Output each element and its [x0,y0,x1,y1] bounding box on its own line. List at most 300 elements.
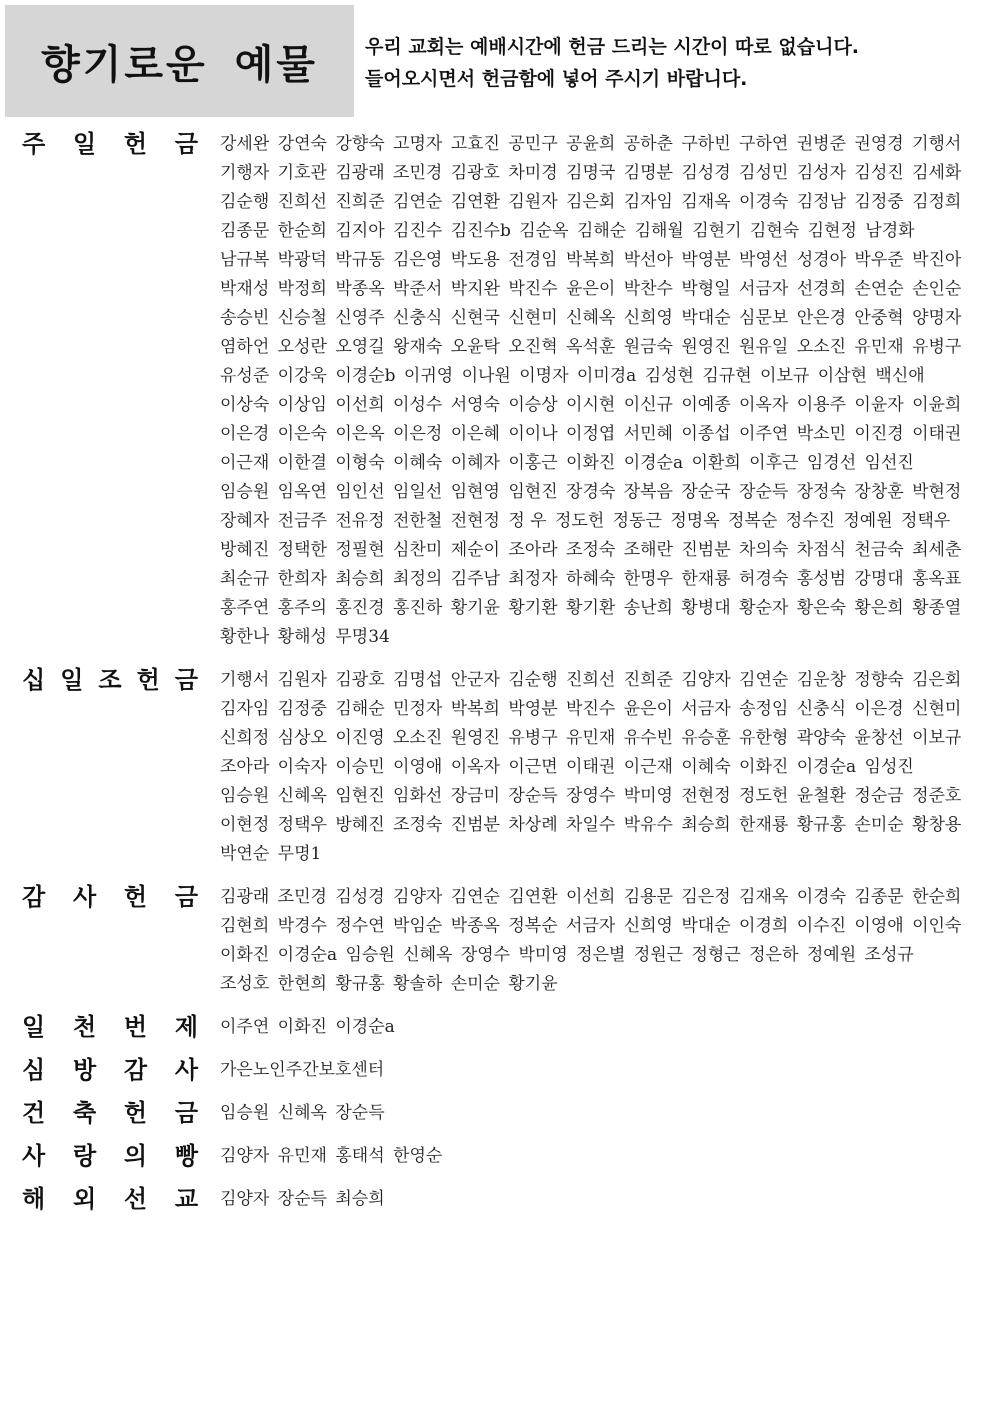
donor-name: 황기윤 [508,974,558,994]
donor-name: 이태권 [566,757,616,777]
donor-name: 차일수 [566,815,616,835]
donor-name: 진범분 [681,540,731,560]
donor-name: 임일선 [393,482,443,502]
donor-name: 옥석훈 [566,337,616,357]
donor-name: 장순득 [739,482,789,502]
donor-name: 김현희 [220,916,270,936]
section-label-char: 심 [22,1056,46,1084]
donor-name: 오소진 [393,728,443,748]
donor-name: 김지아 [335,221,385,241]
donor-name: 진희준 [623,670,673,690]
donor-name: 이나원 [461,366,511,386]
donor-name: 신혜옥 [277,786,327,806]
donor-name: 이후근 [749,453,799,473]
donor-name: 곽양숙 [796,728,846,748]
donor-name: 이보규 [912,728,962,748]
donor-name: 전경임 [508,250,558,270]
donor-name: 하혜숙 [566,569,616,589]
donor-name: 정복순 [508,916,558,936]
donor-name: 이경순a [796,757,857,777]
donor-name: 오윤탁 [450,337,500,357]
donor-name: 장정숙 [796,482,846,502]
section-label-char: 제 [174,1013,198,1041]
donor-name: 홍진경 [335,598,385,618]
donor-name: 신희정 [220,728,270,748]
donor-name: 신충식 [796,699,846,719]
section-label [22,1185,220,1214]
donor-name: 정수진 [785,511,835,531]
donor-name: 신현미 [508,308,558,328]
donor-name: 정순금 [854,786,904,806]
donor-name: 박미영 [623,786,673,806]
title-box [5,5,354,117]
donor-name: 이윤자 [854,395,904,415]
donor-name: 이성수 [393,395,443,415]
donor-name: 이승민 [335,757,385,777]
page-title: 향기로운 예물 [41,41,318,88]
donor-name: 허경숙 [739,569,789,589]
donor-name: 김광호 [335,670,385,690]
donor-name: 윤은이 [566,279,616,299]
donor-name: 홍옥표 [912,569,962,589]
donor-name: 이이나 [508,424,558,444]
donor-name: 박진아 [912,250,962,270]
donor-name: 김연순 [739,670,789,690]
donor-name: 유수빈 [623,728,673,748]
donor-name: 염하언 [220,337,270,357]
donor-name: 정향숙 [854,670,904,690]
donor-name: 심찬미 [393,540,443,560]
donor-name: 이영애 [854,916,904,936]
donor-name: 장순국 [681,482,731,502]
donor-name: 박진수 [508,279,558,299]
donor-name: 남규복 [220,250,270,270]
donor-name: 김성현 [644,366,694,386]
donor-name: 원유일 [739,337,789,357]
donor-name: 임승원 [345,945,395,965]
donor-name: 김진수b [450,221,511,241]
donor-name: 진희준 [335,192,385,212]
donor-name: 기행자 [220,163,270,183]
donor-name: 최순규 [220,569,270,589]
donor-name: 이진경 [854,424,904,444]
donor-name: 이상숙 [220,395,270,415]
donor-name: 홍태석 [335,1146,385,1166]
donor-name: 이현정 [220,815,270,835]
donor-name: 유한형 [739,728,789,748]
donor-name: 방혜진 [220,540,270,560]
offering-section [22,1056,972,1085]
donor-name: 김명섭 [393,670,443,690]
donor-name: 이귀영 [403,366,454,386]
donor-name: 박대순 [681,308,731,328]
donor-name: 박규동 [335,250,385,270]
donor-name: 이신규 [623,395,673,415]
donor-name: 박진수 [566,699,616,719]
donor-name: 정 우 [508,511,547,531]
section-label-char: 교 [174,1185,198,1213]
section-label [22,1099,220,1128]
donor-name: 이경희 [739,916,789,936]
donor-name: 최승희 [335,569,385,589]
donor-name: 윤은이 [623,699,673,719]
donor-name: 박도용 [450,250,500,270]
section-label-char: 금 [174,666,198,694]
donor-name: 백신애 [875,366,925,386]
section-label [22,883,220,912]
donor-names [220,1099,972,1128]
donor-name: 장영수 [460,945,511,965]
donor-name: 기호관 [277,163,327,183]
donor-name: 송난희 [623,598,673,618]
donor-name: 황순자 [739,598,789,618]
donor-name: 김규현 [702,366,752,386]
donor-name: 최정의 [393,569,443,589]
donor-name: 이윤희 [912,395,962,415]
donor-name: 김양자 [220,1146,270,1166]
donor-name: 박임순 [393,916,443,936]
donor-name: 김성경 [335,887,385,907]
donor-name: 공민구 [508,134,558,154]
donor-name: 이화진 [739,757,789,777]
donor-name: 최승희 [335,1189,385,1209]
donor-name: 임승원 [220,786,270,806]
donor-name: 이옥자 [739,395,789,415]
donor-name: 정은하 [749,945,799,965]
donor-name: 심상오 [277,728,327,748]
section-label [22,666,220,695]
donor-name: 황은희 [854,598,904,618]
donor-name: 김자임 [623,192,673,212]
donor-name: 서영숙 [450,395,500,415]
donor-name: 김성민 [739,163,789,183]
section-label-char: 선 [123,1185,148,1213]
donor-name: 이은옥 [335,424,385,444]
donor-name: 김정중 [854,192,904,212]
donor-name: 왕재숙 [393,337,443,357]
section-label-char: 금 [174,883,198,911]
donor-name: 이경숙 [796,887,846,907]
donor-name: 박우준 [854,250,904,270]
donor-name: 가은노인주간보호센터 [220,1060,385,1080]
donor-name: 이은경 [220,424,270,444]
donor-name: 박소민 [796,424,846,444]
donor-name: 한현희 [277,974,327,994]
donor-name: 서민혜 [623,424,673,444]
donor-name: 손미순 [854,815,904,835]
section-label-char: 천 [72,1013,97,1041]
donor-name: 신승철 [277,308,327,328]
donor-name: 김원자 [508,192,558,212]
section-label-char: 일 [60,666,84,694]
donor-name: 조아라 [220,757,270,777]
donor-name: 홍진하 [393,598,443,618]
donor-name: 정형근 [691,945,741,965]
section-label-char: 사 [72,883,97,911]
donor-name: 정수연 [335,916,385,936]
donor-name: 임현진 [335,786,385,806]
donor-name: 유병구 [912,337,962,357]
donor-name: 정동근 [612,511,662,531]
donor-name: 구하빈 [681,134,731,154]
donor-name: 박종옥 [450,916,500,936]
donor-name: 오성란 [277,337,327,357]
donor-name: 임현진 [508,482,558,502]
donor-name: 이선희 [335,395,385,415]
donor-name: 이보규 [760,366,810,386]
donor-name: 이진영 [335,728,385,748]
donor-name: 진희선 [566,670,616,690]
donor-name: 김현기 [692,221,742,241]
donor-name: 이용주 [796,395,846,415]
donor-name: 홍성범 [796,569,846,589]
donor-name: 신충식 [393,308,443,328]
donor-name: 장경숙 [566,482,616,502]
donor-name: 고명자 [393,134,443,154]
donor-name: 장영수 [566,786,616,806]
donor-name: 김광래 [335,163,385,183]
donor-name: 박지완 [450,279,500,299]
donor-name: 김양자 [220,1189,270,1209]
donor-name: 이옥자 [450,757,500,777]
donor-names [220,883,972,999]
donor-name: 강향숙 [335,134,385,154]
donor-name: 진범분 [450,815,500,835]
donor-name: 권병준 [796,134,846,154]
donor-name: 김순옥 [519,221,569,241]
donor-name: 한재룡 [681,569,731,589]
donor-name: 전한철 [393,511,443,531]
donor-name: 이은정 [393,424,443,444]
donor-name: 윤창선 [854,728,904,748]
donor-name: 임선진 [864,453,914,473]
donor-name: 김명분 [623,163,673,183]
donor-name: 이태권 [912,424,962,444]
section-label-char: 일 [22,1013,46,1041]
donor-name: 김광호 [450,163,500,183]
donor-name: 이주연 [739,424,789,444]
donor-name: 양명자 [912,308,962,328]
donor-name: 신현미 [912,699,962,719]
donor-name: 이근재 [623,757,673,777]
donor-name: 이한결 [277,453,327,473]
donor-name: 김은정 [681,887,731,907]
section-label [22,1013,220,1042]
section-label-char: 축 [72,1099,97,1127]
donor-name: 조해란 [623,540,673,560]
donor-name: 이미경a [576,366,637,386]
donor-name: 정택우 [277,815,327,835]
donor-name: 기행서 [220,670,270,690]
donor-name: 윤철환 [796,786,846,806]
donor-name: 박미영 [518,945,568,965]
donor-name: 장순득 [277,1189,327,1209]
donor-name: 이은혜 [450,424,500,444]
offering-section [22,1142,972,1171]
donor-name: 오진혁 [508,337,558,357]
donor-names [220,666,972,869]
donor-name: 박준서 [393,279,443,299]
offering-section [22,1185,972,1214]
donor-name: 이은숙 [277,424,327,444]
donor-name: 차미경 [508,163,558,183]
donor-name: 장순득 [508,786,558,806]
donor-name: 신희영 [623,916,673,936]
donor-name: 이강욱 [277,366,327,386]
donor-name: 신영주 [335,308,385,328]
notice-line-2: 들어오시면서 헌금함에 넣어 주시기 바랍니다. [365,68,748,90]
donor-name: 강연숙 [277,134,327,154]
donor-name: 민정자 [393,699,443,719]
donor-name: 이근면 [508,757,558,777]
donor-name: 황은숙 [796,598,846,618]
donor-name: 황기윤 [450,598,500,618]
donor-name: 김은회 [566,192,616,212]
donor-name: 이영애 [393,757,443,777]
donor-name: 김진수 [393,221,443,241]
donor-name: 이수진 [796,916,846,936]
donor-name: 정도헌 [555,511,605,531]
donor-name: 김세화 [912,163,962,183]
donor-name: 방혜진 [335,815,385,835]
donor-name: 조정숙 [566,540,616,560]
donor-name: 전현정 [681,786,731,806]
donor-name: 김양자 [393,887,443,907]
donor-name: 임인선 [335,482,385,502]
donor-name: 이숙자 [277,757,327,777]
donor-name: 유민재 [854,337,904,357]
donor-name: 신혜옥 [403,945,453,965]
donor-name: 황종열 [912,598,962,618]
donor-name: 박경수 [277,916,327,936]
offering-sections [22,130,972,1228]
donor-name: 오영길 [335,337,385,357]
donor-name: 장복음 [623,482,673,502]
donor-name: 이화진 [220,945,270,965]
donor-name: 정원근 [633,945,684,965]
donor-name: 박재성 [220,279,270,299]
section-label-char: 헌 [123,1099,148,1127]
donor-name: 송승빈 [220,308,270,328]
donor-name: 김종문 [220,221,270,241]
donor-name: 황해성 [277,627,327,647]
donor-name: 박연순 [220,844,270,864]
donor-name: 이선희 [566,887,616,907]
donor-name: 김용문 [623,887,673,907]
section-label-char: 헌 [136,666,160,694]
donor-name: 정준호 [912,786,962,806]
donor-name: 박선아 [623,250,673,270]
donor-name: 이삼현 [817,366,867,386]
donor-name: 신혜옥 [277,1103,327,1123]
section-label-char: 십 [22,666,46,694]
donor-name: 남경화 [865,221,915,241]
donor-name: 서금자 [566,916,616,936]
donor-name: 박정희 [277,279,327,299]
donor-name: 박현정 [912,482,962,502]
donor-name: 전현정 [450,511,500,531]
donor-name: 김양자 [681,670,731,690]
donor-name: 안군자 [450,670,500,690]
donor-name: 전금주 [277,511,327,531]
donor-name: 선경희 [796,279,846,299]
donor-name: 김정남 [796,192,846,212]
donor-name: 조성규 [864,945,914,965]
donor-name: 조민경 [393,163,443,183]
donor-name: 김성경 [681,163,731,183]
donor-name: 김종문 [854,887,904,907]
donor-name: 이근재 [220,453,270,473]
donor-name: 장혜자 [220,511,270,531]
donor-name: 구하연 [739,134,789,154]
section-label [22,1056,220,1085]
donor-name: 조아라 [508,540,558,560]
donor-name: 정도헌 [739,786,789,806]
section-label-char: 건 [22,1099,46,1127]
donor-name: 김순행 [508,670,558,690]
donor-name: 김연순 [450,887,500,907]
donor-name: 김자임 [220,699,270,719]
donor-name: 김정중 [277,699,327,719]
donor-name: 임화선 [393,786,443,806]
donor-name: 한순희 [912,887,962,907]
offering-section [22,883,972,999]
donor-name: 박종옥 [335,279,385,299]
donor-name: 박영분 [508,699,558,719]
donor-name: 무명34 [335,627,390,647]
section-label-char: 해 [22,1185,46,1213]
donor-name: 이형숙 [335,453,385,473]
donor-name: 정은별 [576,945,626,965]
donor-name: 김연환 [450,192,500,212]
section-label-char: 금 [174,1099,198,1127]
header [5,5,965,117]
section-label [22,130,220,159]
donor-name: 박복희 [566,250,616,270]
section-label-char: 헌 [123,883,148,911]
donor-name: 오소진 [796,337,846,357]
donor-name: 유병구 [508,728,558,748]
donor-name: 한명우 [623,569,673,589]
donor-name: 황창용 [912,815,962,835]
section-label-char: 헌 [123,130,148,158]
donor-name: 김주남 [450,569,500,589]
donor-name: 강명대 [854,569,904,589]
donor-name: 임성진 [864,757,914,777]
offering-section [22,666,972,869]
donor-name: 임옥연 [277,482,327,502]
donor-name: 이환희 [691,453,741,473]
donor-name: 박형일 [681,279,731,299]
donor-name: 서금자 [681,699,731,719]
section-label-char: 번 [123,1013,148,1041]
donor-name: 무명1 [277,844,322,864]
donor-name: 정택한 [277,540,327,560]
donor-name: 정택우 [901,511,951,531]
donor-name: 공윤희 [566,134,616,154]
section-label-char: 외 [72,1185,97,1213]
donor-name: 장순득 [335,1103,385,1123]
section-label-char: 사 [174,1056,198,1084]
donor-name: 김재옥 [739,887,789,907]
donor-name: 이승상 [508,395,558,415]
offering-section [22,1013,972,1042]
donor-name: 조성호 [220,974,270,994]
donor-name: 유민재 [566,728,616,748]
donor-name: 정예원 [806,945,857,965]
donor-names [220,1142,972,1171]
offering-section [22,130,972,652]
